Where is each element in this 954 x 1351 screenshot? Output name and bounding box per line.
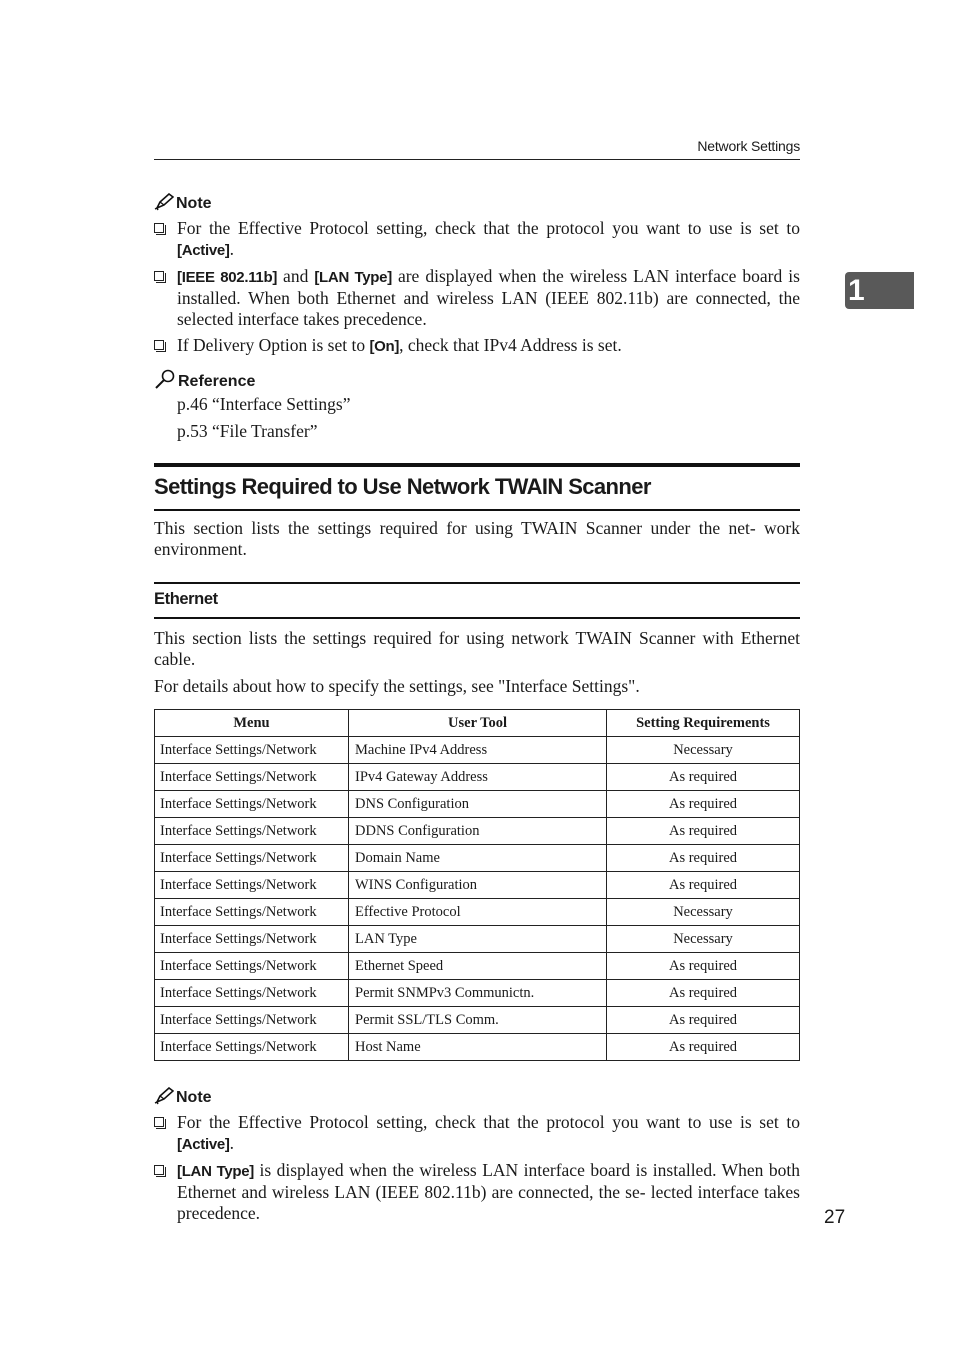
reference-heading-label: Reference bbox=[178, 373, 256, 390]
table-row bbox=[155, 872, 800, 899]
cell-setting-requirement: Necessary bbox=[607, 899, 800, 926]
checkbox-icon bbox=[154, 223, 164, 233]
cell-menu: Interface Settings/Network bbox=[155, 980, 349, 1007]
checkbox-icon bbox=[154, 1165, 164, 1175]
cell-menu: Interface Settings/Network bbox=[155, 899, 349, 926]
table-row bbox=[155, 926, 800, 953]
cell-menu: Interface Settings/Network bbox=[155, 818, 349, 845]
note-heading bbox=[154, 1087, 212, 1109]
cell-setting-requirement: As required bbox=[607, 764, 800, 791]
page-number: 27 bbox=[824, 1207, 846, 1228]
table-row bbox=[155, 791, 800, 818]
subsection-title: Ethernet bbox=[154, 590, 218, 608]
cell-menu: Interface Settings/Network bbox=[155, 926, 349, 953]
checkbox-icon bbox=[154, 1117, 164, 1127]
section-rule-top bbox=[154, 463, 800, 467]
keyword: [LAN Type] bbox=[177, 1163, 254, 1180]
cell-user-tool: WINS Configuration bbox=[349, 872, 607, 899]
section-title: Settings Required to Use Network TWAIN Scanner bbox=[154, 474, 651, 499]
cell-setting-requirement: As required bbox=[607, 791, 800, 818]
cell-menu: Interface Settings/Network bbox=[155, 737, 349, 764]
cell-setting-requirement: As required bbox=[607, 872, 800, 899]
cell-menu: Interface Settings/Network bbox=[155, 1007, 349, 1034]
subsection-paragraph: For details about how to specify the settings, see "Interface Settings". bbox=[154, 676, 640, 696]
pencil-icon bbox=[154, 193, 174, 211]
cell-user-tool: Ethernet Speed bbox=[349, 953, 607, 980]
cell-menu: Interface Settings/Network bbox=[155, 872, 349, 899]
keyword: [On] bbox=[369, 338, 400, 355]
keyword: [LAN Type] bbox=[314, 269, 392, 286]
cell-user-tool: Domain Name bbox=[349, 845, 607, 872]
running-title: Network Settings bbox=[697, 138, 800, 154]
reference-heading bbox=[154, 369, 255, 391]
cell-user-tool: DNS Configuration bbox=[349, 791, 607, 818]
table-row bbox=[155, 818, 800, 845]
settings-table bbox=[154, 709, 800, 1061]
column-header-user-tool: User Tool bbox=[349, 710, 607, 737]
note-heading-label: Note bbox=[176, 195, 212, 212]
subsection-rule-top bbox=[154, 582, 800, 584]
cell-menu: Interface Settings/Network bbox=[155, 764, 349, 791]
note-item: [IEEE 802.11b] and [LAN Type] are displayed when the wireless LAN interface board is installed. When both Ethernet and wireless LAN (IEEE 802.11b) are connected, the selected interface takes precedence. bbox=[154, 266, 800, 330]
column-header-setting-requirements: Setting Requirements bbox=[607, 710, 800, 737]
table-row bbox=[155, 953, 800, 980]
cell-menu: Interface Settings/Network bbox=[155, 953, 349, 980]
note-item: [LAN Type] is displayed when the wireless LAN interface board is installed. When both Ethernet and wireless LAN (IEEE 802.11b) are connected, the se- lected interface takes precedence. bbox=[154, 1160, 800, 1224]
note-item: If Delivery Option is set to [On], check that IPv4 Address is set. bbox=[154, 335, 800, 357]
checkbox-icon bbox=[154, 340, 164, 350]
cell-user-tool: LAN Type bbox=[349, 926, 607, 953]
checkbox-icon bbox=[154, 271, 164, 281]
note-item: For the Effective Protocol setting, check that the protocol you want to use is set to [Active]. bbox=[154, 218, 800, 261]
note-heading bbox=[154, 193, 212, 215]
table-row bbox=[155, 764, 800, 791]
cell-user-tool: Host Name bbox=[349, 1034, 607, 1061]
cell-menu: Interface Settings/Network bbox=[155, 791, 349, 818]
cell-setting-requirement: Necessary bbox=[607, 926, 800, 953]
reference-link[interactable]: p.53 “File Transfer” bbox=[177, 421, 318, 441]
header-rule bbox=[154, 159, 800, 160]
cell-setting-requirement: As required bbox=[607, 980, 800, 1007]
cell-setting-requirement: As required bbox=[607, 1007, 800, 1034]
subsection-rule-bottom bbox=[154, 617, 800, 619]
section-rule-bottom bbox=[154, 509, 800, 511]
table-row bbox=[155, 845, 800, 872]
cell-user-tool: DDNS Configuration bbox=[349, 818, 607, 845]
chapter-tab: 1 bbox=[845, 272, 914, 309]
keyword: [Active] bbox=[177, 1136, 230, 1153]
column-header-menu: Menu bbox=[155, 710, 349, 737]
subsection-paragraph: This section lists the settings required for using network TWAIN Scanner with Ethernet cable. bbox=[154, 628, 800, 669]
table-header-row bbox=[155, 710, 800, 737]
cell-menu: Interface Settings/Network bbox=[155, 1034, 349, 1061]
table-body bbox=[155, 737, 800, 1061]
table-row bbox=[155, 1007, 800, 1034]
cell-setting-requirement: As required bbox=[607, 818, 800, 845]
cell-setting-requirement: As required bbox=[607, 953, 800, 980]
keyword: [Active] bbox=[177, 242, 230, 259]
pencil-icon bbox=[154, 1087, 174, 1105]
table-row bbox=[155, 980, 800, 1007]
cell-user-tool: Permit SNMPv3 Communictn. bbox=[349, 980, 607, 1007]
cell-menu: Interface Settings/Network bbox=[155, 845, 349, 872]
magnifier-icon bbox=[154, 369, 176, 389]
cell-setting-requirement: Necessary bbox=[607, 737, 800, 764]
cell-setting-requirement: As required bbox=[607, 845, 800, 872]
cell-setting-requirement: As required bbox=[607, 1034, 800, 1061]
section-intro: This section lists the settings required for using TWAIN Scanner under the net- work environment. bbox=[154, 518, 800, 559]
table-row bbox=[155, 737, 800, 764]
table-row bbox=[155, 1034, 800, 1061]
cell-user-tool: Permit SSL/TLS Comm. bbox=[349, 1007, 607, 1034]
note-item: For the Effective Protocol setting, check that the protocol you want to use is set to [Active]. bbox=[154, 1112, 800, 1155]
note-heading-label: Note bbox=[176, 1089, 212, 1106]
cell-user-tool: Effective Protocol bbox=[349, 899, 607, 926]
reference-link[interactable]: p.46 “Interface Settings” bbox=[177, 394, 351, 414]
keyword: [IEEE 802.11b] bbox=[177, 269, 278, 286]
cell-user-tool: IPv4 Gateway Address bbox=[349, 764, 607, 791]
table-row bbox=[155, 899, 800, 926]
cell-user-tool: Machine IPv4 Address bbox=[349, 737, 607, 764]
